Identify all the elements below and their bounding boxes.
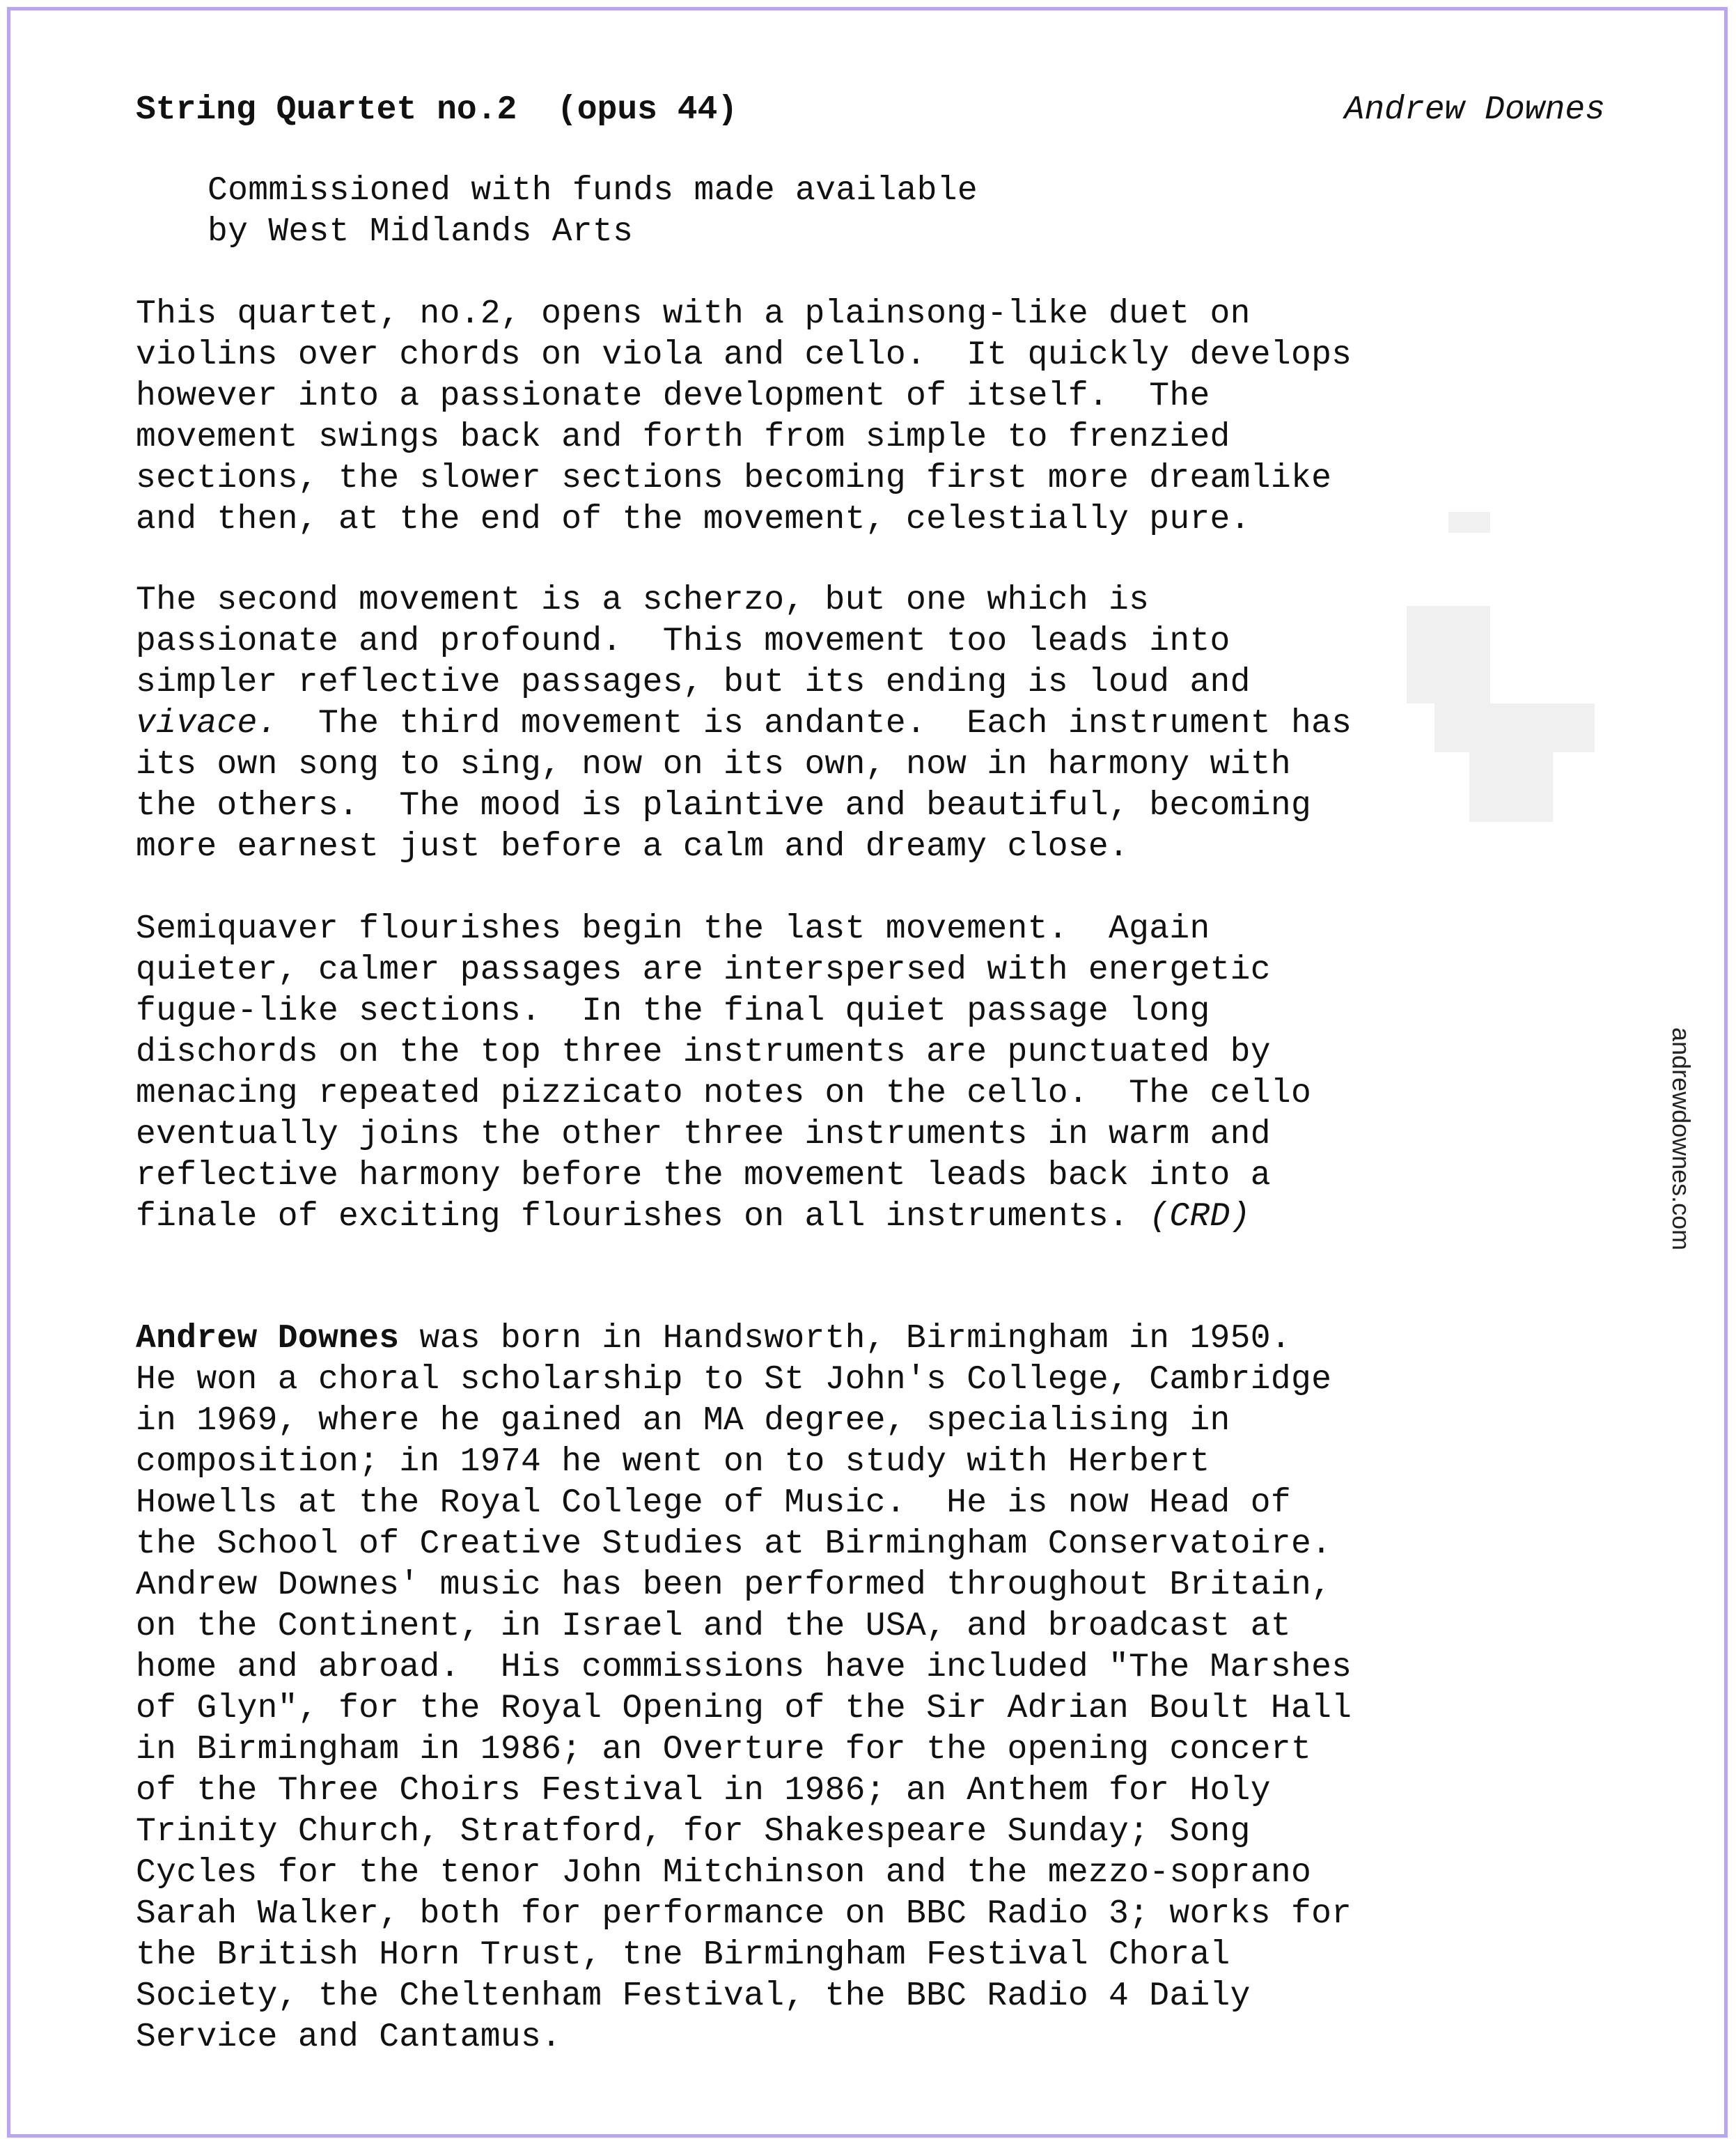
paragraph-first-movement: This quartet, no.2, opens with a plainsong-like duet on violins over chords on viola and cello. It quickly develops however into a passionate development of itself. The movement swings back and forth from simple to frenzied sections, the slower sections becoming first more dreamlike and then, at the end of the movement, celestially pure.: [136, 295, 1352, 538]
scan-smudge: [1407, 606, 1490, 703]
vivace-term: vivace.: [136, 705, 278, 742]
paragraph-last-movement: [136, 909, 1311, 1238]
page-title: String Quartet no.2 (opus 44): [136, 91, 738, 129]
author-name: Andrew Downes: [1344, 91, 1605, 129]
header-row: [136, 89, 1605, 131]
scan-smudge: [1434, 703, 1595, 752]
bio-text: was born in Handsworth, Birmingham in 1950. He won a choral scholarship to St John's College, Cambridge in 1969, where he gained an MA degree, specialising in composition; in 1974 he went on to study with Herbert Howells at the Royal College of Music. He is now Head of the School of Creative Studies at Birmingham Conservatoire. Andrew Downes' music has been performed throughout Britain, on the Continent, in Israel and the USA, and broadcast at home and abroad. His commissions have included "The Marshes of Glyn", for the Royal Opening of the Sir Adrian Boult Hall in Birmingham in 1986; an Overture for the opening concert of the Three Choirs Festival in 1986; an Anthem for Holy Trinity Church, Stratford, for Shakespeare Sunday; Song Cycles for the tenor John Mitchinson and the mezzo-soprano Sarah Walker, both for performance on BBC Radio 3; works for the British Horn Trust, tne Birmingham Festival Choral Society, the Cheltenham Festival, the BBC Radio 4 Daily Service and Cantamus.: [136, 1320, 1352, 2056]
paragraph-second-third-movement: [136, 580, 1352, 868]
scan-smudge: [1469, 752, 1553, 822]
paragraph2-text-b: The third movement is andante. Each instrument has its own song to sing, now on its own, now in harmony with the others. The mood is plaintive and beautiful, becoming more earnest just before a calm and dreamy close.: [136, 705, 1352, 866]
commission-note: Commissioned with funds made available by West Midlands Arts: [208, 172, 978, 251]
bio-name: Andrew Downes: [136, 1320, 400, 1358]
credit-initials: (CRD): [1149, 1198, 1251, 1236]
scan-smudge: [1448, 512, 1490, 533]
website-watermark: andrewdownes.com: [1667, 1027, 1696, 1251]
biography-paragraph: [136, 1319, 1352, 2058]
paragraph3-text: Semiquaver flourishes begin the last movement. Again quieter, calmer passages are interspersed with energetic fugue-like sections. In the final quiet passage long dischords on the top three instruments are punctuated by menacing repeated pizzicato notes on the cello. The cello eventually joins the other three instruments in warm and reflective harmony before the movement leads back into a finale of exciting flourishes on all instruments.: [136, 910, 1312, 1236]
paragraph2-text-a: The second movement is a scherzo, but one which is passionate and profound. This movement too leads into simpler reflective passages, but its ending is loud and: [136, 582, 1251, 701]
